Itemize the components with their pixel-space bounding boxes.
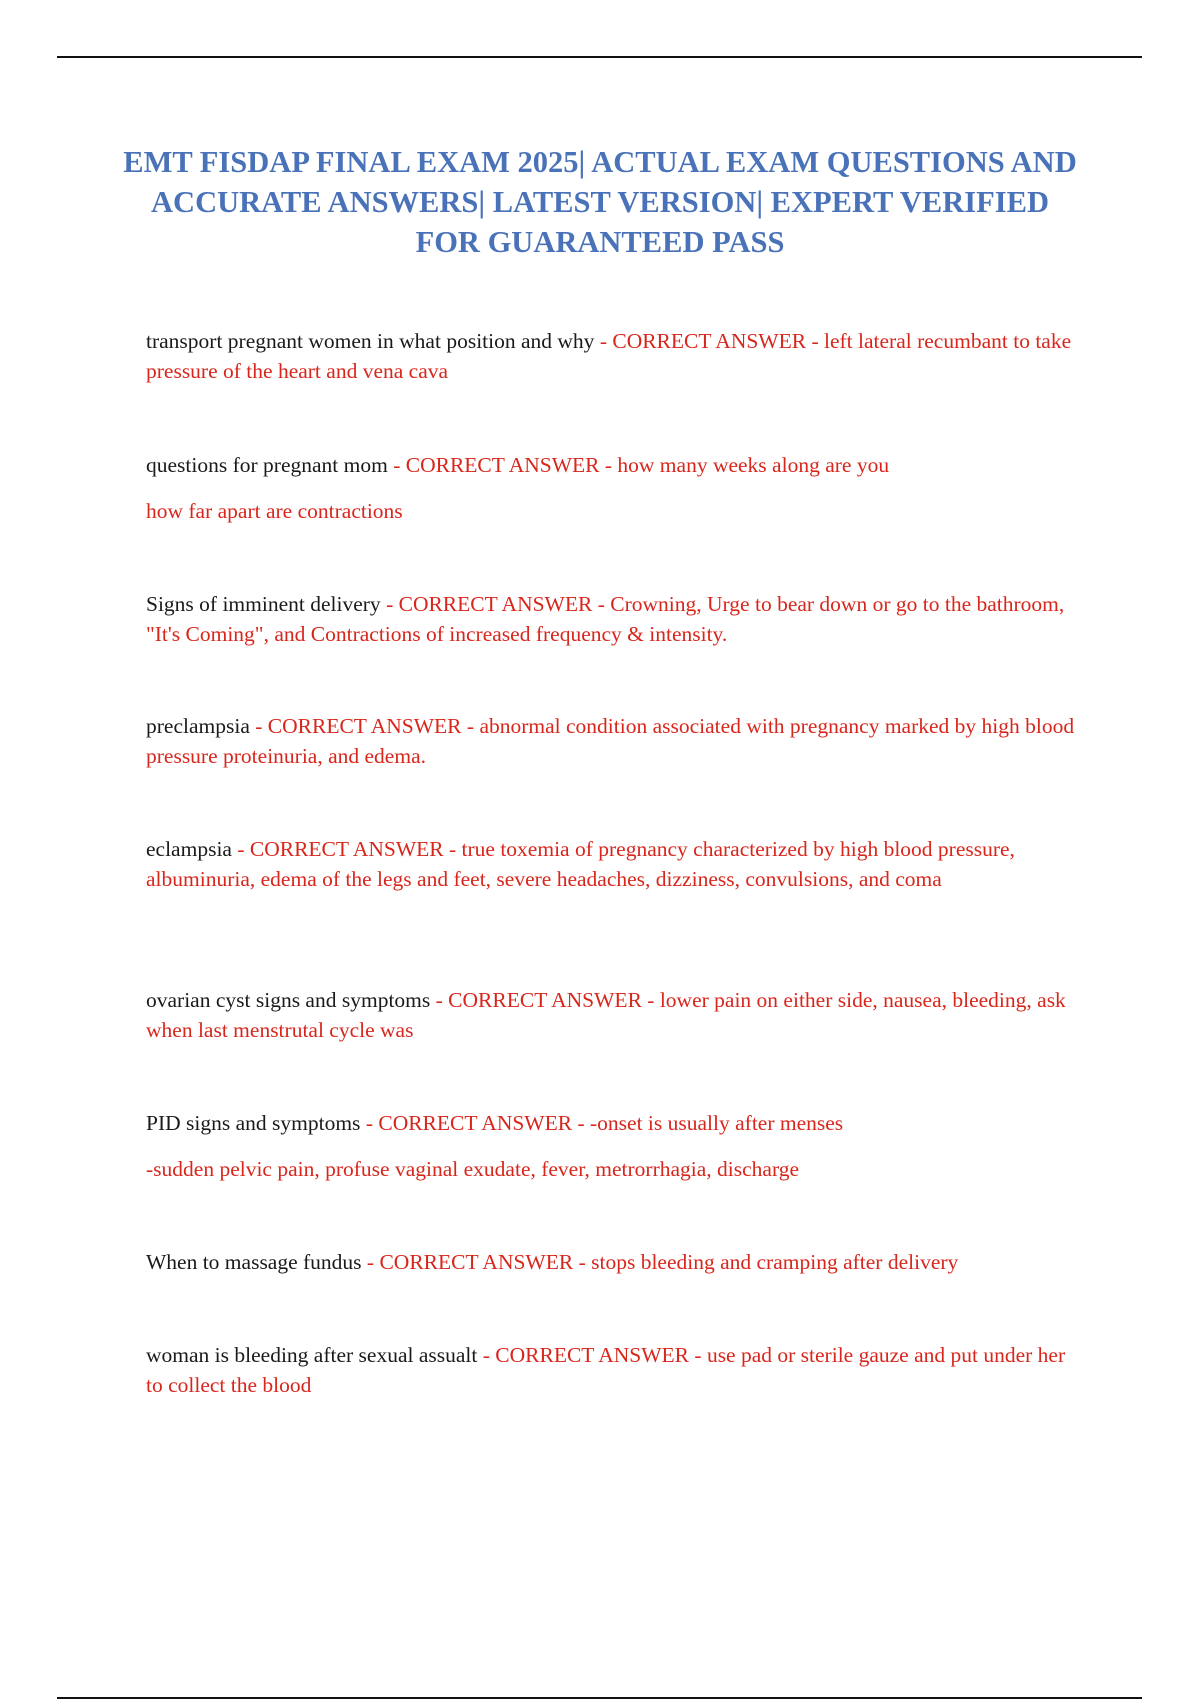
question-text: Signs of imminent delivery	[146, 592, 381, 616]
qa-item	[146, 985, 1086, 1045]
answer-text: how many weeks along are you	[617, 453, 890, 477]
qa-text	[146, 711, 1086, 771]
qa-text	[146, 1108, 1086, 1138]
top-rule	[57, 56, 1142, 58]
correct-answer-separator: - CORRECT ANSWER -	[231, 837, 462, 861]
answer-text: stops bleeding and cramping after delivery	[591, 1250, 959, 1274]
qa-text	[146, 326, 1086, 386]
correct-answer-separator: - CORRECT ANSWER -	[594, 329, 824, 353]
question-text: questions for pregnant mom	[146, 453, 388, 477]
answer-extra-line: -sudden pelvic pain, profuse vaginal exudate, fever, metrorrhagia, discharge	[146, 1157, 800, 1181]
qa-item	[146, 834, 1086, 894]
correct-answer-separator: - CORRECT ANSWER -	[361, 1250, 592, 1274]
correct-answer-separator: - CORRECT ANSWER -	[477, 1343, 707, 1367]
correct-answer-separator: - CORRECT ANSWER -	[430, 988, 660, 1012]
qa-text	[146, 985, 1086, 1045]
document-title: EMT FISDAP FINAL EXAM 2025| ACTUAL EXAM QUESTIONS AND ACCURATE ANSWERS| LATEST VERSION| EXPERT VERIFIED FOR GUARANTEED PASS	[123, 145, 1077, 259]
qa-item	[146, 1108, 1086, 1184]
qa-text	[146, 1247, 1086, 1277]
qa-text	[146, 450, 1086, 480]
question-text: ovarian cyst signs and symptoms	[146, 988, 431, 1012]
question-text: eclampsia	[146, 837, 232, 861]
question-text: woman is bleeding after sexual assualt	[146, 1343, 478, 1367]
qa-item	[146, 589, 1086, 649]
correct-answer-separator: - CORRECT ANSWER -	[387, 453, 618, 477]
qa-item	[146, 450, 1086, 526]
qa-text	[146, 589, 1086, 649]
answer-text: -onset is usually after menses	[590, 1111, 844, 1135]
correct-answer-separator: - CORRECT ANSWER -	[380, 592, 611, 616]
answer-text: left lateral recumbant to take pressure of the heart and vena cava	[146, 329, 1072, 383]
answer-text: use pad or sterile gauze and put under her to collect the blood	[146, 1343, 1066, 1397]
answer-text: lower pain on either side, nausea, bleeding, ask when last menstrutal cycle was	[146, 988, 1066, 1042]
answer-text: abnormal condition associated with pregnancy marked by high blood pressure proteinuria, and edema.	[146, 714, 1075, 768]
question-text: transport pregnant women in what position and why	[146, 329, 595, 353]
correct-answer-separator: - CORRECT ANSWER -	[249, 714, 480, 738]
qa-item	[146, 1340, 1086, 1400]
question-text: preclampsia	[146, 714, 250, 738]
qa-text	[146, 834, 1086, 894]
qa-item	[146, 326, 1086, 386]
qa-text	[146, 1340, 1086, 1400]
answer-text: true toxemia of pregnancy characterized by high blood pressure, albuminuria, edema of the legs and feet, severe headaches, dizziness, convulsions, and coma	[146, 837, 1015, 891]
question-text: When to massage fundus	[146, 1250, 362, 1274]
answer-text: Crowning, Urge to bear down or go to the bathroom, "It's Coming", and Contractions of increased frequency & intensity.	[146, 592, 1065, 646]
question-text: PID signs and symptoms	[146, 1111, 361, 1135]
qa-item	[146, 711, 1086, 771]
qa-item	[146, 1247, 1086, 1277]
bottom-rule	[57, 1697, 1142, 1699]
answer-extra-line: how far apart are contractions	[146, 499, 403, 523]
correct-answer-separator: - CORRECT ANSWER -	[360, 1111, 590, 1135]
